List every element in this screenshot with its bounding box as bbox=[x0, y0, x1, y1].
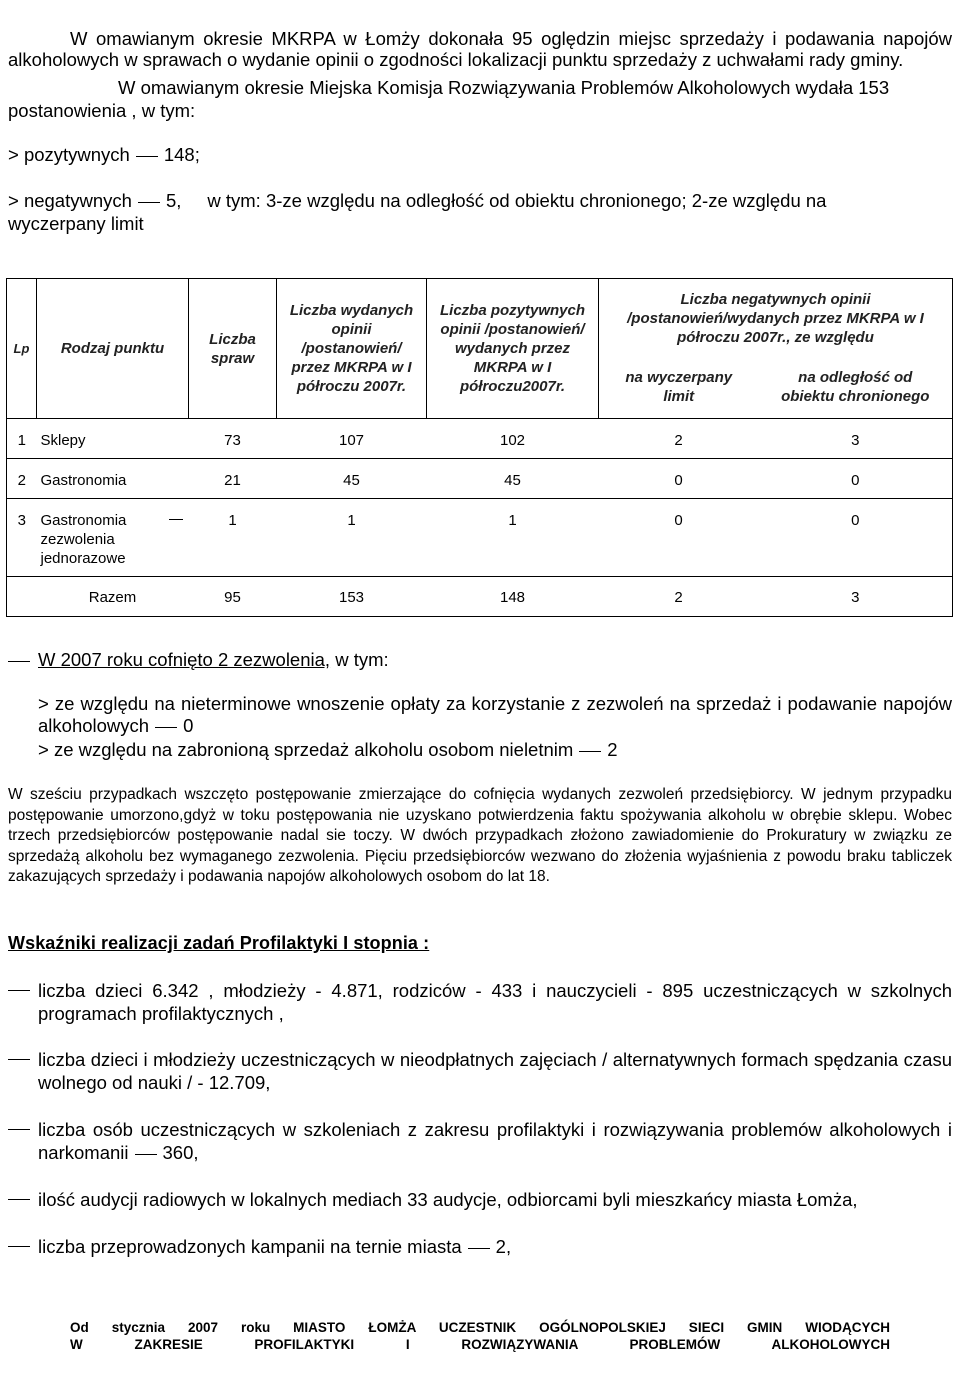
revoked-title-suffix: w tym: bbox=[330, 649, 389, 670]
total-cases: 95 bbox=[189, 577, 277, 617]
row-issued: 45 bbox=[277, 459, 427, 499]
row-neg-distance: 3 bbox=[759, 419, 953, 459]
header-neg-distance: na odległość od obiektu chronionego bbox=[759, 357, 953, 419]
intro-text-1: W omawianym okresie MKRPA w Łomży dokonała 95 oględzin miejsc sprzedaży i podawania napojów alkoholowych w sprawach o wydanie opinii o zgodności lokalizacji punktu sprzedaży z uchwałami rady gminy. bbox=[8, 28, 952, 70]
intro-text-2: W omawianym okresie Miejska Komisja Rozwiązywania Problemów Alkoholowych wydała 153 postanowienia , w tym: bbox=[8, 77, 890, 121]
dash bbox=[579, 751, 601, 752]
row-neg-limit: 0 bbox=[599, 459, 759, 499]
revoked-item-2-value: 2 bbox=[607, 739, 618, 760]
table-header-row bbox=[7, 279, 953, 357]
list-item-text: ilość audycji radiowych w lokalnych mediach 33 audycje, odbiorcami byli mieszkańcy miasta Łomża, bbox=[38, 1189, 858, 1210]
dash bbox=[138, 202, 160, 203]
row-issued: 1 bbox=[277, 499, 427, 577]
row-positive: 45 bbox=[427, 459, 599, 499]
list-item-text: liczba dzieci i młodzieży uczestniczących w nieodpłatnych zajęciach / alternatywnych formach spędzania czasu wolnego od nauki / - 12.709, bbox=[38, 1049, 952, 1093]
dash bbox=[136, 156, 158, 157]
row-cases: 1 bbox=[189, 499, 277, 577]
row-lp: 3 bbox=[7, 499, 37, 577]
negative-detail-cont: wyczerpany limit bbox=[8, 213, 144, 234]
list-item bbox=[8, 1048, 952, 1094]
revoked-item-2-text: > ze względu na zabronioną sprzedaż alkoholu osobom nieletnim bbox=[38, 739, 574, 760]
row-neg-limit: 2 bbox=[599, 419, 759, 459]
revoked-item-1-text: > ze względu na nieterminowe wnoszenie opłaty za korzystanie z zezwoleń na sprzedaż i podawanie napojów alkoholowych bbox=[38, 693, 952, 736]
intro-paragraph-2 bbox=[8, 76, 952, 122]
negative-detail: w tym: 3-ze względu na odległość od obiektu chronionego; 2-ze względu na bbox=[207, 190, 827, 211]
list-item-text: liczba osób uczestniczących w szkoleniach z zakresu profilaktyki i rozwiązywania problemów alkoholowych i narkomanii bbox=[38, 1119, 952, 1163]
list-item-text: liczba przeprowadzonych kampanii na ternie miasta bbox=[38, 1236, 462, 1257]
negative-line-cont bbox=[8, 213, 144, 235]
row-kind-cell bbox=[37, 499, 189, 577]
dash bbox=[468, 1248, 490, 1249]
row-kind: Gastronomia bbox=[37, 459, 189, 499]
list-item-value: 2, bbox=[495, 1236, 512, 1257]
row-cases: 73 bbox=[189, 419, 277, 459]
revoked-item-2 bbox=[38, 739, 618, 761]
header-issued: Liczba wydanych opinii /postanowień/ przez MKRPA w I półroczu 2007r. bbox=[277, 279, 427, 419]
revoked-title: W 2007 roku cofnięto 2 zezwolenia, bbox=[38, 649, 331, 670]
row-positive: 1 bbox=[427, 499, 599, 577]
total-positive: 148 bbox=[427, 577, 599, 617]
total-label: Razem bbox=[37, 577, 189, 617]
list-item bbox=[8, 1118, 952, 1164]
total-neg-limit: 2 bbox=[599, 577, 759, 617]
revoked-item-1 bbox=[38, 693, 952, 737]
opinions-table bbox=[6, 278, 953, 617]
dash bbox=[8, 1246, 30, 1247]
list-item-value: 360, bbox=[162, 1142, 199, 1163]
table-row bbox=[7, 459, 953, 499]
revoked-item-1-value: 0 bbox=[183, 715, 194, 736]
dash bbox=[8, 1129, 30, 1130]
row-neg-distance: 0 bbox=[759, 499, 953, 577]
row-issued: 107 bbox=[277, 419, 427, 459]
positive-line bbox=[8, 144, 200, 166]
footer-line-2: W ZAKRESIE PROFILAKTYKI I ROZWIĄZYWANIA PROBLEMÓW ALKOHOLOWYCH bbox=[70, 1337, 890, 1352]
row-neg-distance: 0 bbox=[759, 459, 953, 499]
list-item bbox=[8, 1235, 952, 1258]
header-kind: Rodzaj punktu bbox=[37, 279, 189, 419]
positive-label: > pozytywnych bbox=[8, 144, 130, 165]
row-lp: 2 bbox=[7, 459, 37, 499]
intro-paragraph bbox=[8, 28, 952, 70]
dash bbox=[155, 727, 177, 728]
row-kind: Gastronomia zezwolenia jednorazowe bbox=[40, 512, 127, 567]
table-row bbox=[7, 499, 953, 577]
proceedings-paragraph: W sześciu przypadkach wszczęto postępowanie zmierzające do cofnięcia wydanych zezwoleń przedsiębiorcy. W jednym przypadku postępowanie umorzono,gdyż w toku postępowania nie uzyskano potwierdzenia faktu spożywania alkoholu w obrębie sklepu. Wobec trzech przedsiębiorców postępowanie nadal sie toczy. W dwóch przypadkach złożono zawiadomienie do Prokuratury w związku ze sprzedażą alkoholu bez wymaganego zezwolenia. Pięciu przedsiębiorców wezwano do złożenia wyjaśnienia z powodu braku tabliczek zakazujących sprzedaży i podawania napojów alkoholowych osobom do lat 18. bbox=[8, 786, 952, 885]
negative-value: 5, bbox=[165, 190, 182, 211]
list-item bbox=[8, 1188, 952, 1211]
list-item bbox=[8, 979, 952, 1025]
table-row bbox=[7, 419, 953, 459]
row-kind: Sklepy bbox=[37, 419, 189, 459]
negative-line bbox=[8, 190, 952, 212]
total-issued: 153 bbox=[277, 577, 427, 617]
row-cases: 21 bbox=[189, 459, 277, 499]
positive-value: 148; bbox=[163, 144, 200, 165]
dash bbox=[8, 1059, 30, 1060]
list-item-text: liczba dzieci 6.342 , młodzieży - 4.871, rodziców - 433 i nauczycieli - 895 uczestniczących w szkolnych programach profilaktycznych , bbox=[38, 980, 952, 1024]
revoked-heading bbox=[8, 649, 389, 671]
dash bbox=[135, 1154, 157, 1155]
row-lp: 1 bbox=[7, 419, 37, 459]
dash bbox=[169, 519, 183, 520]
total-neg-distance: 3 bbox=[759, 577, 953, 617]
header-cases: Liczba spraw bbox=[189, 279, 277, 419]
header-negative-group: Liczba negatywnych opinii /postanowień/wydanych przez MKRPA w I półroczu 2007r., ze względu bbox=[599, 279, 953, 357]
dash bbox=[8, 990, 30, 991]
footer-line-1: Od stycznia 2007 roku MIASTO ŁOMŻA UCZESTNIK OGÓLNOPOLSKIEJ SIECI GMIN WIODĄCYCH bbox=[70, 1320, 890, 1335]
dash bbox=[8, 1199, 30, 1200]
header-lp: Lp bbox=[7, 279, 37, 419]
header-neg-limit: na wyczerpany limit bbox=[599, 357, 759, 419]
negative-label: > negatywnych bbox=[8, 190, 132, 211]
row-positive: 102 bbox=[427, 419, 599, 459]
dash bbox=[8, 661, 30, 662]
table-total-row bbox=[7, 577, 953, 617]
section-heading: Wskaźniki realizacji zadań Profilaktyki I stopnia : bbox=[8, 933, 430, 953]
header-positive: Liczba pozytywnych opinii /postanowień/ wydanych przez MKRPA w I półroczu2007r. bbox=[427, 279, 599, 419]
row-neg-limit: 0 bbox=[599, 499, 759, 577]
